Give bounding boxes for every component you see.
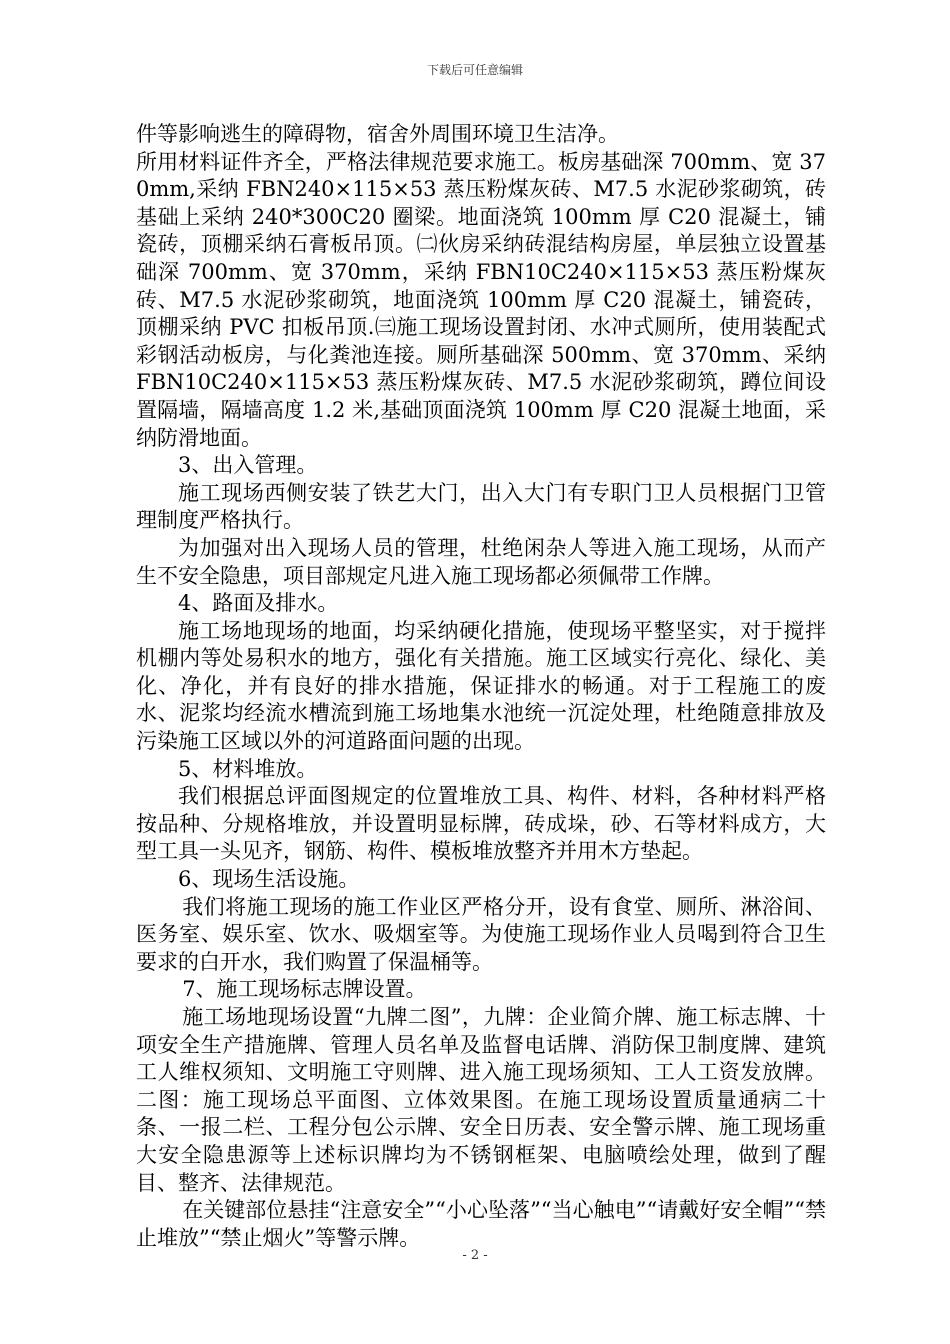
paragraph-personnel: 为加强对出入现场人员的管理，杜绝闲杂人等进入施工现场，从而产生不安全隐患，项目部规定凡进入施工现场都必须佩带工作牌。 (136, 535, 826, 588)
page-number: - 2 - (462, 1248, 488, 1263)
document-body (136, 121, 826, 1252)
section-heading-materials: 5、材料堆放。 (178, 756, 318, 781)
paragraph-building-materials: 所用材料证件齐全，严格法律规范要求施工。板房基础深 700mm、宽 370mm,采纳 FBN240×115×53 蒸压粉煤灰砖、M7.5 水泥砂浆砌筑，砖基础上采纳 240*300C20 圈梁。地面浇筑 100mm 厚 C20 混凝土，铺瓷砖，顶棚采纳石膏板吊顶。㈡伙房采纳砖混结构房屋，单层独立设置基础深 700mm、宽 370mm，采纳 FBN10C240×115×53 蒸压粉煤灰砖、M7.5 水泥砂浆砌筑，地面浇筑 100mm 厚 C20 混凝土，铺瓷砖，顶棚采纳 PVC 扣板吊顶.㈢施工现场设置封闭、水冲式厕所，使用装配式彩钢活动板房，与化粪池连接。厕所基础深 500mm、宽 370mm、采纳 FBN10C240×115×53 蒸压粉煤灰砖、M7.5 水泥砂浆砌筑，蹲位间设置隔墙，隔墙高度 1.2 米,基础顶面浇筑 100mm 厚 C20 混凝土地面，采纳防滑地面。 (136, 149, 826, 450)
paragraph-stacking: 我们根据总评面图规定的位置堆放工具、构件、材料，各种材料严格按品种、分规格堆放，并设置明显标牌，砖成垛，砂、石等材料成方，大型工具一头见齐，钢筋、构件、模板堆放整齐并用木方垫起。 (136, 784, 826, 864)
section-heading-access: 3、出入管理。 (178, 453, 318, 478)
paragraph-drainage: 施工场地现场的地面，均采纳硬化措施，使现场平整坚实，对于搅拌机棚内等处易积水的地方，强化有关措施。施工区域实行亮化、绿化、美化、净化，并有良好的排水措施，保证排水的畅通。对于工程施工的废水、泥浆均经流水槽流到施工场地集水池统一沉淀处理，杜绝随意排放及污染施工区域以外的河道路面问题的出现。 (136, 618, 826, 754)
section-heading-signage: 7、施工现场标志牌设置。 (182, 977, 427, 1002)
paragraph-facilities: 我们将施工现场的施工作业区严格分开，设有食堂、厕所、淋浴间、医务室、娱乐室、饮水、吸烟室等。为使施工现场作业人员喝到符合卫生要求的白开水，我们购置了保温桶等。 (136, 894, 826, 974)
paragraph-signboards: 施工场地现场设置“九牌二图”，九牌：企业简介牌、施工标志牌、十项安全生产措施牌、管理人员名单及监督电话牌、消防保卫制度牌、建筑工人维权须知、文明施工守则牌、进入施工现场须知、工人工资发放牌。二图：施工现场总平面图、立体效果图。在施工现场设置质量通病二十条、一报二栏、工程分包公示牌、安全日历表、安全警示牌、施工现场重大安全隐患源等上述标识牌均为不锈钢框架、电脑喷绘处理，做到了醒目、整齐、法律规范。 (136, 1005, 826, 1195)
section-heading-facilities: 6、现场生活设施。 (178, 867, 360, 892)
paragraph-dormitory-end: 件等影响逃生的障碍物，宿舍外周围环境卫生洁净。 (136, 122, 619, 146)
paragraph-gate: 施工现场西侧安装了铁艺大门，出入大门有专职门卫人员根据门卫管理制度严格执行。 (136, 480, 826, 533)
paragraph-warning-signs: 在关键部位悬挂“注意安全”“小心坠落”“当心触电”“请戴好安全帽”“禁止堆放”“禁止烟火”等警示牌。 (136, 1198, 826, 1250)
page-header: 下载后可任意编辑 (426, 63, 523, 77)
section-heading-roads: 4、路面及排水。 (178, 591, 339, 616)
